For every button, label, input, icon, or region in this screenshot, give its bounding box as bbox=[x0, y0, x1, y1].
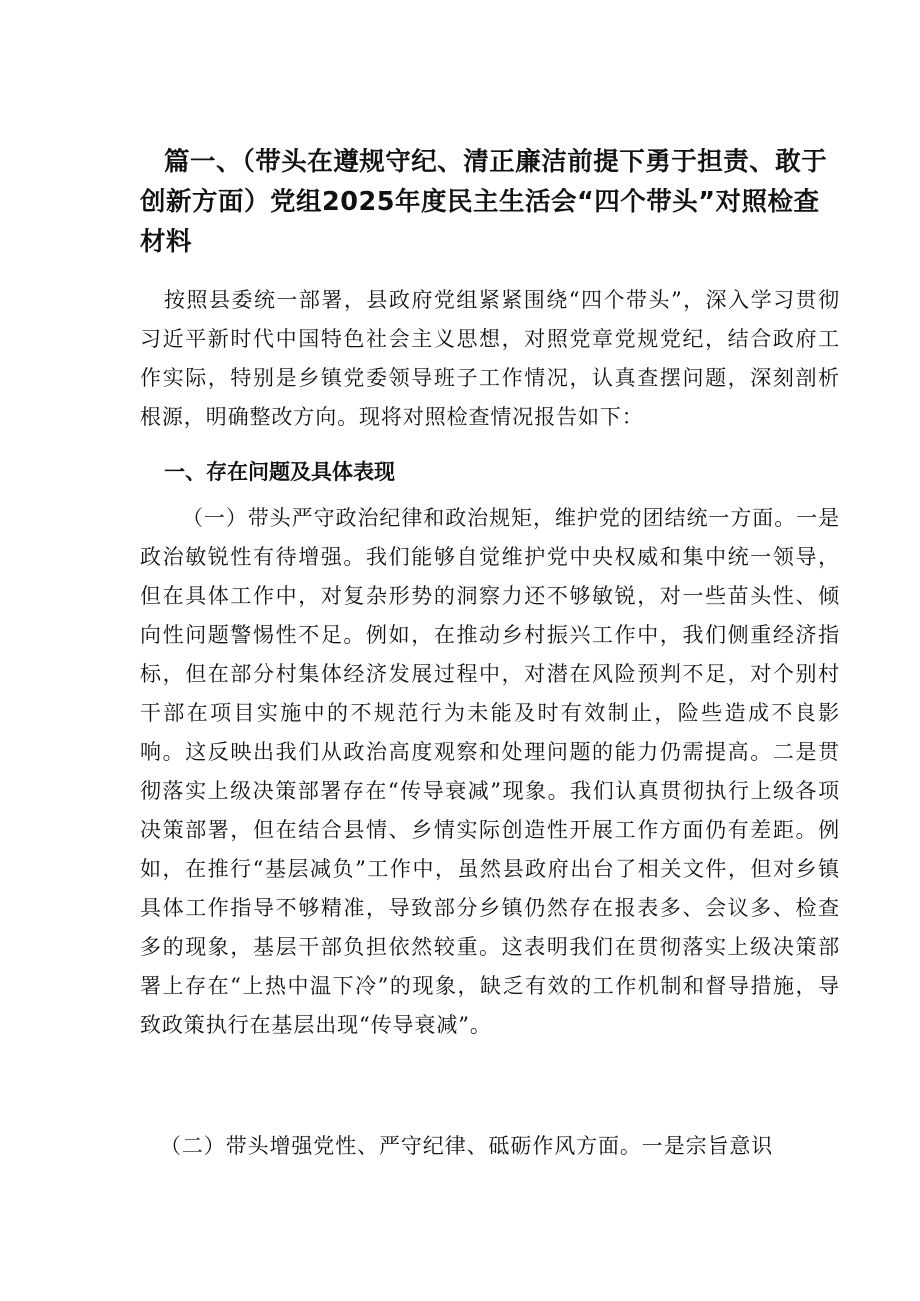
document-title: 篇一、（带头在遵规守纪、清正廉洁前提下勇于担责、敢于创新方面）党组2025年度民主生活会“四个带头”对照检查材料 bbox=[140, 147, 828, 257]
section-1-paragraph: （一）带头严守政治纪律和政治规矩，维护党的团结统一方面。一是政治敏锐性有待增强。我们能够自觉维护党中央权威和集中统一领导，但在具体工作中，对复杂形势的洞察力还不够敏锐，对一些苗头性、倾向性问题警惕性不足。例如，在推动乡村振兴工作中，我们侧重经济指标，但在部分村集体经济发展过程中，对潜在风险预判不足，对个别村干部在项目实施中的不规范行为未能及时有效制止，险些造成不良影响。这反映出我们从政治高度观察和处理问题的能力仍需提高。二是贯彻落实上级决策部署存在“传导衰减”现象。我们认真贯彻执行上级各项决策部署，但在结合县情、乡情实际创造性开展工作方面仍有差距。例如，在推行“基层减负”工作中，虽然县政府出台了相关文件，但对乡镇具体工作指导不够精准，导致部分乡镇仍然存在报表多、会议多、检查多的现象，基层干部负担依然较重。这表明我们在贯彻落实上级决策部署上存在“上热中温下冷”的现象，缺乏有效的工作机制和督导措施，导致政策执行在基层出现“传导衰减”。 bbox=[140, 506, 840, 1037]
section-heading: 一、存在问题及具体表现 bbox=[164, 460, 395, 484]
section-2-paragraph: （二）带头增强党性、严守纪律、砥砺作风方面。一是宗旨意识 bbox=[160, 1134, 774, 1158]
intro-paragraph: 按照县委统一部署，县政府党组紧紧围绕“四个带头”，深入学习贯彻习近平新时代中国特色社会主义思想，对照党章党规党纪，结合政府工作实际，特别是乡镇党委领导班子工作情况，认真查摆问题，深刻剖析根源，明确整改方向。现将对照检查情况报告如下： bbox=[140, 288, 840, 429]
